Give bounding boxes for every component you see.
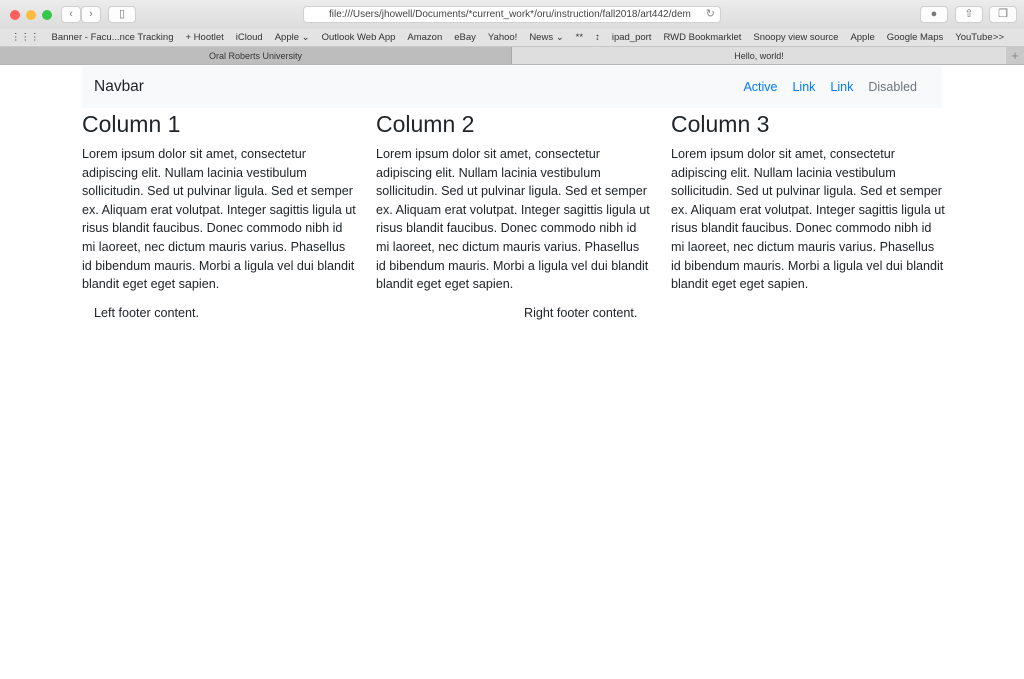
tab-oral-roberts[interactable]: Oral Roberts University [0,47,512,64]
address-bar[interactable]: file:///Users/jhowell/Documents/*current_work*/oru/instruction/fall2018/art442/dem ↻ [303,6,721,23]
more-bookmarks-button[interactable]: >> [992,32,1004,43]
bookmark[interactable]: Apple [850,32,875,43]
chevron-right-icon: › [89,8,93,20]
close-window-button[interactable] [10,10,20,20]
column-2 [376,110,650,294]
browser-toolbar [0,0,1024,29]
bookmark[interactable]: Google Maps [886,32,944,43]
bookmark[interactable]: iCloud [235,32,263,43]
column-text: Lorem ipsum dolor sit amet, consectetur adipiscing elit. Nullam lacinia vestibulum sollicitudin. Sed ut pulvinar ligula. Sed et semper ex. Aliquam erat volutpat. Integer sagittis ligula ut risus blandit faucibus. Donec commodo nibh id mi laoreet, nec dictum mauris varius. Phasellus id bibendum mauris. Morbi a ligula vel dui blandit blandit eget eget sapien. [671,147,945,292]
zoom-window-button[interactable] [42,10,52,20]
nav-link-disabled: Disabled [868,80,917,94]
forward-button[interactable] [81,6,101,23]
bookmark[interactable]: + Hootlet [185,32,224,43]
column-1 [82,110,356,294]
bookmark[interactable]: Yahoo! [487,32,518,43]
tab-bar [0,47,1024,65]
tabs-icon: ❐ [998,8,1008,20]
bookmark[interactable]: eBay [454,32,476,43]
share-icon: ⇧ [964,8,974,20]
bookmark[interactable]: YouTube [955,32,993,43]
downloads-button[interactable] [920,6,948,23]
bookmark[interactable]: ** [575,32,584,43]
sidebar-icon: ▯ [118,8,126,20]
bookmark[interactable]: Amazon [407,32,443,43]
footer-right: Right footer content. [524,306,638,320]
column-heading: Column 1 [82,111,181,137]
bookmark[interactable]: Outlook Web App [321,32,396,43]
plus-icon: + [1011,48,1019,63]
bookmark[interactable]: Banner - Facu...nce Tracking [51,32,174,43]
column-heading: Column 2 [376,111,475,137]
sidebar-button[interactable] [108,6,136,23]
navbar [82,66,942,108]
share-button[interactable] [955,6,983,23]
download-icon: ● [930,8,938,20]
minimize-window-button[interactable] [26,10,36,20]
back-button[interactable] [61,6,81,23]
column-3 [671,110,945,294]
bookmark[interactable]: RWD Bookmarklet [663,32,742,43]
bookmark[interactable]: News ⌄ [529,32,564,43]
bookmark[interactable]: Snoopy view source [753,32,839,43]
reload-icon[interactable]: ↻ [705,8,715,20]
footer-left: Left footer content. [94,306,200,320]
chevron-left-icon: ‹ [69,8,73,20]
navbar-brand[interactable]: Navbar [94,78,144,95]
nav-link[interactable]: Link [830,80,854,94]
bookmark[interactable]: ↕ [595,32,600,43]
column-text: Lorem ipsum dolor sit amet, consectetur adipiscing elit. Nullam lacinia vestibulum sollicitudin. Sed ut pulvinar ligula. Sed et semper ex. Aliquam erat volutpat. Integer sagittis ligula ut risus blandit faucibus. Donec commodo nibh id mi laoreet, nec dictum mauris varius. Phasellus id bibendum mauris. Morbi a ligula vel dui blandit blandit eget eget sapien. [82,147,356,292]
new-tab-button[interactable] [1006,47,1024,64]
grid-icon[interactable]: ⋮⋮⋮ [11,32,40,43]
column-heading: Column 3 [671,111,770,137]
bookmark[interactable]: Apple ⌄ [274,32,310,43]
tabs-overview-button[interactable] [989,6,1017,23]
tab-hello-world[interactable]: Hello, world! [512,47,1006,64]
nav-link[interactable]: Link [792,80,816,94]
nav-link-active[interactable]: Active [743,80,778,94]
column-text: Lorem ipsum dolor sit amet, consectetur adipiscing elit. Nullam lacinia vestibulum sollicitudin. Sed ut pulvinar ligula. Sed et semper ex. Aliquam erat volutpat. Integer sagittis ligula ut risus blandit faucibus. Donec commodo nibh id mi laoreet, nec dictum mauris varius. Phasellus id bibendum mauris. Morbi a ligula vel dui blandit blandit eget eget sapien. [376,147,650,292]
bookmarks-bar [0,29,1024,47]
bookmark[interactable]: ipad_port [611,32,652,43]
